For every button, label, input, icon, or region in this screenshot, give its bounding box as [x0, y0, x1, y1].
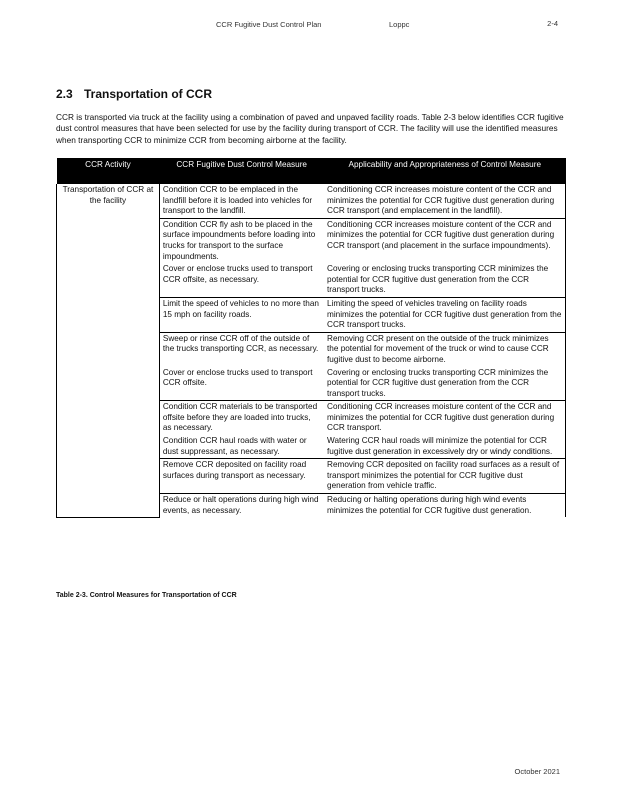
header-control-measure: CCR Fugitive Dust Control Measure — [159, 158, 324, 184]
section-title: Transportation of CCR — [84, 87, 212, 101]
applicability-cell: Removing CCR deposited on facility road surfaces as a result of transport minimizes the potential for CCR fugitive dust generation from vehicle traffic. — [324, 459, 565, 494]
applicability-cell: Limiting the speed of vehicles traveling on facility roads minimizes the potential for CCR fugitive dust generation from the CCR transport trucks. — [324, 297, 565, 332]
measure-cell: Sweep or rinse CCR off of the outside of the trucks transporting CCR, as necessary. — [162, 333, 319, 354]
running-header-org: Loppc — [389, 20, 410, 29]
applicability-cell: Removing CCR present on the outside of the truck minimizes the potential for movement of the truck or wind to cause CCR fugitive dust to become airborne. — [324, 332, 565, 366]
header-applicability: Applicability and Appropriateness of Control Measure — [324, 158, 565, 184]
applicability-cell: Conditioning CCR increases moisture content of the CCR and minimizes the potential for CCR fugitive dust generation during CCR transport (and placement in the surface impoundments). — [324, 218, 565, 263]
table-row — [57, 184, 566, 218]
applicability-cell: Covering or enclosing trucks transporting CCR minimizes the potential for CCR fugitive dust generation from the CCR transport trucks. — [324, 367, 565, 401]
measure-cell: Condition CCR haul roads with water or dust suppressant, as necessary. — [159, 435, 324, 459]
applicability-cell: Conditioning CCR increases moisture content of the CCR and minimizes the potential for CCR fugitive dust generation during CCR transport. — [324, 401, 565, 435]
section-heading — [56, 87, 212, 101]
applicability-cell: Conditioning CCR increases moisture content of the CCR and minimizes the potential for CCR fugitive dust generation during CCR transport (and emplacement in the landfill). — [324, 184, 565, 218]
intro-paragraph: CCR is transported via truck at the facility using a combination of paved and unpaved facility roads. Table 2-3 below identifies CCR fugitive dust control measures that have been selected for use by the facility during transport of CCR. The facility will use the identified measures when transporting CCR to minimize CCR from becoming airborne at the facility. — [56, 112, 564, 145]
applicability-cell: Reducing or halting operations during high wind events minimizes the potential for CCR fugitive dust generation. — [324, 494, 565, 518]
footer-date: October 2021 — [514, 767, 560, 776]
measure-cell: Remove CCR deposited on facility road surfaces during transport as necessary. — [159, 459, 324, 494]
measure-cell: Limit the speed of vehicles to no more than 15 mph on facility roads. — [159, 297, 324, 332]
table-header-row — [57, 158, 566, 184]
measure-cell: Condition CCR materials to be transported offsite before they are loaded into trucks, as necessary. — [162, 402, 318, 433]
running-header-title: CCR Fugitive Dust Control Plan — [216, 20, 322, 29]
table-caption: Table 2-3. Control Measures for Transportation of CCR — [56, 592, 237, 599]
header-ccr-activity: CCR Activity — [57, 158, 160, 184]
applicability-cell: Covering or enclosing trucks transporting CCR minimizes the potential for CCR fugitive dust generation from the CCR transport trucks. — [324, 263, 565, 297]
control-measures-table — [56, 158, 566, 518]
measure-cell: Reduce or halt operations during high wind events, as necessary. — [162, 495, 319, 515]
measure-cell: Condition CCR fly ash to be placed in the surface impoundments before loading into trucks for transport to the surface impoundments. — [162, 219, 316, 261]
measure-cell: Cover or enclose trucks used to transport CCR offsite, as necessary. — [159, 263, 324, 297]
section-number: 2.3 — [56, 87, 73, 101]
applicability-cell: Watering CCR haul roads will minimize the potential for CCR fugitive dust generation in excessively dry or windy conditions. — [324, 435, 565, 459]
measure-cell: Cover or enclose trucks used to transport CCR offsite. — [159, 367, 324, 401]
page-number: 2-4 — [547, 19, 558, 28]
measure-cell: Condition CCR to be emplaced in the landfill before it is loaded into vehicles for transport to the landfill. — [159, 184, 324, 218]
activity-cell: Transportation of CCR at the facility — [57, 184, 160, 517]
